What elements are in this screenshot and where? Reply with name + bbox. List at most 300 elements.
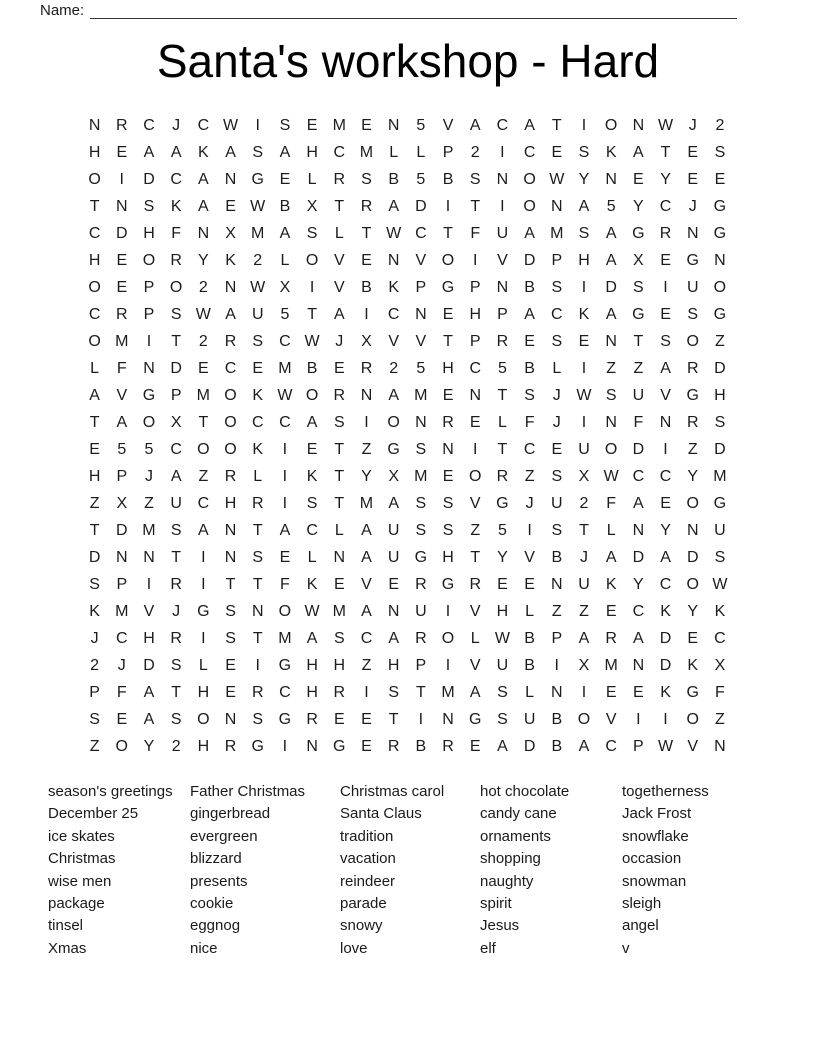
- grid-cell: T: [89, 197, 100, 215]
- word-list-item: angel: [622, 917, 659, 935]
- grid-cell: X: [279, 278, 291, 296]
- word-list-item: snowy: [340, 917, 383, 935]
- grid-cell: I: [581, 116, 587, 134]
- grid-cell: I: [201, 629, 206, 647]
- word-list-item: evergreen: [190, 827, 258, 845]
- word-list-item: season's greetings: [48, 783, 173, 800]
- grid-cell: G: [713, 197, 727, 215]
- grid-cell: 2: [579, 494, 589, 512]
- grid-cell: X: [578, 656, 590, 674]
- grid-cell: S: [578, 224, 590, 242]
- grid-cell: T: [443, 224, 453, 242]
- word-list-item: Christmas carol: [340, 783, 445, 800]
- grid-cell: N: [442, 710, 454, 728]
- grid-cell: R: [360, 197, 373, 215]
- grid-cell: S: [551, 521, 563, 539]
- grid-cell: E: [714, 170, 726, 188]
- grid-cell: W: [277, 386, 293, 404]
- grid-cell: P: [415, 278, 427, 296]
- grid-cell: A: [388, 197, 399, 215]
- grid-cell: I: [445, 602, 451, 620]
- grid-cell: S: [170, 305, 182, 323]
- grid-cell: 2: [198, 278, 208, 296]
- grid-cell: H: [442, 548, 454, 566]
- grid-cell: C: [251, 413, 264, 431]
- grid-cell: H: [143, 224, 155, 242]
- grid-cell: N: [632, 656, 645, 674]
- grid-cell: U: [686, 278, 699, 296]
- grid-cell: Z: [89, 737, 100, 755]
- grid-cell: K: [660, 602, 671, 620]
- grid-cell: A: [660, 359, 671, 377]
- grid-cell: N: [143, 359, 155, 377]
- grid-cell: A: [279, 224, 291, 242]
- grid-cell: C: [523, 440, 536, 458]
- grid-cell: O: [142, 251, 156, 269]
- grid-cell: E: [497, 575, 508, 593]
- grid-cell: L: [90, 359, 100, 377]
- grid-cell: U: [496, 656, 509, 674]
- grid-cell: I: [527, 521, 532, 539]
- grid-cell: M: [196, 386, 210, 404]
- grid-cell: R: [469, 575, 481, 593]
- grid-cell: E: [551, 143, 563, 161]
- grid-cell: V: [415, 251, 427, 269]
- grid-cell: A: [361, 602, 372, 620]
- word-list-column: [48, 781, 190, 960]
- grid-cell: 2: [90, 656, 100, 674]
- grid-cell: S: [578, 143, 590, 161]
- grid-cell: 2: [198, 332, 208, 350]
- grid-cell: N: [551, 683, 563, 701]
- grid-cell: T: [443, 332, 453, 350]
- grid-cell: W: [603, 467, 619, 485]
- grid-cell: O: [577, 710, 591, 728]
- grid-cell: S: [633, 278, 644, 296]
- grid-cell: D: [116, 521, 128, 539]
- grid-cell: M: [713, 467, 727, 485]
- grid-cell: X: [361, 332, 372, 350]
- grid-cell: R: [251, 683, 264, 701]
- grid-cell: O: [197, 440, 210, 458]
- grid-cell: I: [364, 683, 369, 701]
- grid-cell: N: [496, 170, 509, 188]
- grid-cell: I: [663, 440, 668, 458]
- grid-cell: R: [686, 359, 699, 377]
- grid-cell: J: [335, 332, 344, 350]
- grid-cell: M: [414, 467, 428, 485]
- grid-cell: A: [388, 386, 399, 404]
- grid-cell: L: [525, 683, 535, 701]
- grid-cell: I: [364, 413, 369, 431]
- grid-cell: N: [224, 548, 237, 566]
- grid-cell: K: [605, 143, 617, 161]
- grid-cell: R: [442, 413, 454, 431]
- grid-cell: S: [551, 332, 563, 350]
- grid-cell: A: [497, 737, 508, 755]
- grid-cell: O: [115, 737, 128, 755]
- word-list-item: nice: [190, 939, 218, 957]
- grid-cell: F: [470, 224, 481, 242]
- grid-cell: L: [389, 143, 399, 161]
- grid-cell: F: [171, 224, 182, 242]
- grid-cell: A: [524, 224, 535, 242]
- grid-cell: 2: [253, 251, 263, 269]
- grid-cell: G: [251, 170, 264, 188]
- grid-cell: E: [388, 575, 399, 593]
- grid-cell: L: [334, 521, 344, 539]
- grid-cell: G: [142, 386, 156, 404]
- grid-cell: Y: [633, 197, 644, 215]
- grid-cell: T: [388, 710, 399, 728]
- grid-cell: N: [197, 224, 210, 242]
- grid-cell: I: [146, 332, 152, 350]
- grid-cell: C: [632, 602, 645, 620]
- grid-cell: T: [334, 467, 345, 485]
- grid-cell: S: [252, 548, 264, 566]
- grid-cell: J: [688, 116, 697, 134]
- grid-cell: C: [279, 683, 291, 701]
- grid-cell: A: [361, 521, 372, 539]
- grid-cell: J: [90, 629, 99, 647]
- grid-cell: R: [116, 305, 128, 323]
- grid-cell: C: [170, 440, 182, 458]
- grid-cell: D: [659, 656, 672, 674]
- grid-cell: R: [415, 629, 427, 647]
- grid-cell: A: [633, 494, 644, 512]
- grid-cell: V: [524, 548, 535, 566]
- grid-cell: O: [523, 170, 536, 188]
- grid-cell: P: [497, 305, 508, 323]
- grid-cell: R: [116, 116, 128, 134]
- grid-cell: S: [361, 170, 372, 188]
- grid-cell: S: [252, 143, 264, 161]
- word-list-item: tradition: [340, 827, 394, 845]
- grid-cell: H: [88, 143, 101, 161]
- word-list-item: Xmas: [48, 939, 87, 957]
- grid-cell: J: [172, 602, 181, 620]
- grid-cell: R: [170, 575, 182, 593]
- grid-cell: A: [633, 143, 644, 161]
- grid-cell: A: [306, 413, 318, 431]
- grid-cell: V: [687, 737, 699, 755]
- grid-cell: V: [143, 602, 155, 620]
- grid-cell: X: [714, 656, 726, 674]
- grid-cell: D: [415, 197, 427, 215]
- grid-cell: Z: [361, 656, 372, 674]
- grid-cell: E: [225, 197, 236, 215]
- grid-cell: A: [116, 413, 128, 431]
- word-list-item: elf: [480, 939, 496, 957]
- grid-cell: H: [197, 737, 210, 755]
- grid-cell: 5: [117, 440, 127, 458]
- word-list-item: Santa Claus: [340, 805, 422, 823]
- word-list-item: ice skates: [48, 827, 115, 845]
- name-row: [40, 2, 737, 19]
- grid-cell: G: [686, 683, 699, 701]
- grid-cell: G: [632, 224, 645, 242]
- grid-cell: J: [525, 494, 534, 512]
- grid-cell: V: [497, 251, 508, 269]
- grid-cell: N: [224, 710, 237, 728]
- grid-cell: O: [713, 278, 727, 296]
- grid-cell: H: [143, 629, 155, 647]
- grid-cell: P: [143, 278, 155, 296]
- grid-cell: G: [441, 278, 455, 296]
- grid-cell: A: [333, 305, 345, 323]
- grid-cell: V: [333, 251, 345, 269]
- grid-cell: Z: [198, 467, 209, 485]
- grid-cell: T: [334, 197, 345, 215]
- grid-cell: P: [415, 656, 427, 674]
- grid-cell: E: [225, 683, 236, 701]
- grid-cell: N: [551, 575, 563, 593]
- grid-cell: C: [279, 332, 291, 350]
- grid-cell: N: [224, 278, 237, 296]
- grid-cell: J: [579, 548, 588, 566]
- grid-cell: W: [250, 197, 266, 215]
- grid-cell: G: [686, 386, 699, 404]
- grid-cell: K: [170, 197, 182, 215]
- grid-cell: S: [333, 629, 345, 647]
- grid-cell: C: [360, 629, 373, 647]
- grid-cell: S: [714, 548, 726, 566]
- grid-cell: V: [469, 656, 481, 674]
- grid-cell: T: [334, 494, 345, 512]
- grid-cell: L: [606, 521, 616, 539]
- grid-cell: R: [224, 467, 237, 485]
- grid-cell: I: [282, 440, 288, 458]
- grid-cell: Y: [497, 548, 508, 566]
- grid-cell: P: [469, 278, 481, 296]
- grid-cell: W: [576, 386, 592, 404]
- grid-cell: M: [142, 521, 156, 539]
- grid-cell: C: [170, 170, 182, 188]
- grid-cell: S: [714, 143, 726, 161]
- grid-cell: N: [387, 602, 400, 620]
- grid-cell: T: [171, 548, 182, 566]
- grid-cell: P: [551, 629, 563, 647]
- word-list-item: love: [340, 939, 368, 957]
- grid-cell: Y: [361, 467, 372, 485]
- grid-cell: K: [225, 251, 236, 269]
- grid-cell: I: [500, 143, 505, 161]
- grid-cell: E: [361, 710, 372, 728]
- grid-cell: A: [578, 737, 590, 755]
- grid-cell: E: [279, 548, 291, 566]
- grid-cell: B: [551, 710, 563, 728]
- grid-cell: A: [361, 548, 372, 566]
- grid-cell: O: [305, 251, 319, 269]
- grid-cell: B: [551, 737, 563, 755]
- grid-cell: P: [89, 683, 100, 701]
- word-list-column: [190, 781, 340, 960]
- grid-cell: R: [170, 251, 182, 269]
- word-list-column: [480, 781, 622, 960]
- grid-cell: I: [282, 737, 288, 755]
- grid-cell: S: [415, 494, 427, 512]
- grid-cell: E: [361, 251, 372, 269]
- grid-cell: O: [88, 332, 101, 350]
- grid-cell: I: [282, 494, 288, 512]
- grid-cell: T: [89, 521, 100, 539]
- grid-cell: U: [714, 521, 726, 539]
- grid-cell: E: [361, 737, 372, 755]
- grid-cell: B: [442, 170, 454, 188]
- grid-cell: B: [388, 170, 399, 188]
- grid-cell: B: [524, 359, 535, 377]
- grid-cell: M: [332, 602, 346, 620]
- word-list-item: gingerbread: [190, 805, 271, 823]
- grid-cell: A: [170, 143, 182, 161]
- grid-cell: F: [280, 575, 290, 593]
- grid-cell: O: [686, 332, 699, 350]
- grid-cell: L: [253, 467, 263, 485]
- grid-cell: L: [552, 359, 562, 377]
- grid-cell: U: [170, 494, 182, 512]
- grid-cell: Y: [660, 170, 671, 188]
- grid-cell: G: [713, 305, 727, 323]
- grid-cell: H: [88, 467, 101, 485]
- grid-cell: T: [551, 116, 562, 134]
- word-list-item: spirit: [480, 895, 512, 913]
- grid-cell: M: [604, 656, 618, 674]
- grid-cell: A: [170, 467, 182, 485]
- grid-cell: S: [524, 386, 535, 404]
- grid-cell: B: [306, 359, 318, 377]
- grid-cell: T: [470, 197, 481, 215]
- grid-cell: X: [225, 224, 236, 242]
- grid-cell: S: [306, 224, 318, 242]
- grid-cell: O: [441, 251, 455, 269]
- grid-cell: T: [579, 521, 589, 539]
- grid-cell: L: [525, 602, 535, 620]
- grid-cell: D: [605, 278, 617, 296]
- grid-cell: H: [496, 602, 509, 620]
- grid-cell: R: [170, 629, 182, 647]
- word-list-item: shopping: [480, 850, 541, 868]
- grid-cell: O: [224, 386, 237, 404]
- grid-cell: S: [442, 494, 454, 512]
- grid-cell: E: [442, 305, 454, 323]
- grid-cell: S: [687, 305, 699, 323]
- grid-cell: A: [524, 116, 535, 134]
- grid-cell: N: [605, 413, 617, 431]
- grid-cell: R: [387, 737, 400, 755]
- grid-cell: J: [144, 467, 153, 485]
- grid-cell: A: [143, 143, 155, 161]
- word-list-column: [340, 781, 480, 960]
- grid-cell: I: [472, 251, 478, 269]
- grid-cell: M: [359, 143, 374, 161]
- grid-cell: S: [442, 521, 454, 539]
- grid-cell: R: [333, 683, 346, 701]
- grid-cell: S: [225, 602, 236, 620]
- grid-cell: C: [469, 359, 481, 377]
- grid-cell: D: [714, 440, 726, 458]
- grid-cell: E: [442, 467, 454, 485]
- grid-cell: N: [224, 170, 237, 188]
- grid-cell: D: [632, 440, 645, 458]
- grid-cell: A: [524, 305, 535, 323]
- grid-cell: A: [660, 548, 671, 566]
- grid-cell: R: [224, 332, 237, 350]
- grid-cell: U: [551, 494, 563, 512]
- grid-cell: D: [659, 629, 672, 647]
- word-list: [48, 781, 778, 960]
- grid-cell: N: [605, 332, 617, 350]
- word-list-item: tinsel: [48, 917, 84, 935]
- grid-cell: Y: [660, 521, 671, 539]
- grid-cell: W: [250, 278, 266, 296]
- grid-cell: N: [686, 521, 699, 539]
- word-list-item: snowman: [622, 872, 687, 890]
- grid-cell: L: [198, 656, 208, 674]
- grid-cell: E: [333, 575, 345, 593]
- grid-cell: K: [252, 386, 264, 404]
- grid-cell: E: [333, 710, 345, 728]
- grid-cell: G: [333, 737, 346, 755]
- grid-cell: Z: [715, 710, 725, 728]
- grid-cell: 5: [416, 116, 426, 134]
- grid-cell: I: [201, 575, 206, 593]
- grid-cell: E: [469, 737, 481, 755]
- grid-cell: E: [524, 332, 535, 350]
- grid-cell: Z: [551, 602, 562, 620]
- grid-cell: D: [523, 251, 536, 269]
- grid-cell: D: [143, 656, 155, 674]
- grid-cell: E: [89, 440, 100, 458]
- grid-cell: K: [89, 602, 100, 620]
- grid-cell: H: [306, 143, 318, 161]
- grid-cell: H: [333, 656, 346, 674]
- grid-cell: A: [388, 629, 399, 647]
- grid-cell: E: [605, 683, 617, 701]
- grid-cell: E: [578, 332, 590, 350]
- grid-cell: L: [416, 143, 426, 161]
- grid-cell: H: [442, 359, 454, 377]
- grid-cell: E: [333, 359, 345, 377]
- grid-cell: 2: [171, 737, 181, 755]
- grid-cell: C: [415, 224, 427, 242]
- grid-cell: A: [143, 710, 155, 728]
- grid-cell: O: [224, 440, 237, 458]
- grid-cell: N: [333, 548, 346, 566]
- grid-cell: E: [687, 170, 699, 188]
- grid-cell: X: [306, 197, 318, 215]
- grid-cell: A: [605, 251, 617, 269]
- grid-cell: S: [333, 413, 345, 431]
- grid-cell: T: [497, 386, 508, 404]
- grid-cell: 5: [416, 170, 426, 188]
- grid-cell: T: [89, 413, 100, 431]
- grid-cell: C: [197, 116, 210, 134]
- grid-cell: N: [360, 386, 373, 404]
- grid-cell: 5: [497, 359, 507, 377]
- grid-cell: I: [418, 710, 424, 728]
- grid-cell: W: [304, 602, 320, 620]
- grid-cell: S: [252, 332, 264, 350]
- grid-cell: H: [224, 494, 237, 512]
- grid-cell: G: [197, 602, 210, 620]
- grid-cell: C: [714, 629, 726, 647]
- grid-cell: V: [116, 386, 128, 404]
- grid-cell: W: [494, 629, 510, 647]
- word-list-item: reindeer: [340, 872, 396, 890]
- grid-cell: Z: [579, 602, 589, 620]
- grid-cell: E: [116, 143, 128, 161]
- grid-cell: I: [581, 413, 587, 431]
